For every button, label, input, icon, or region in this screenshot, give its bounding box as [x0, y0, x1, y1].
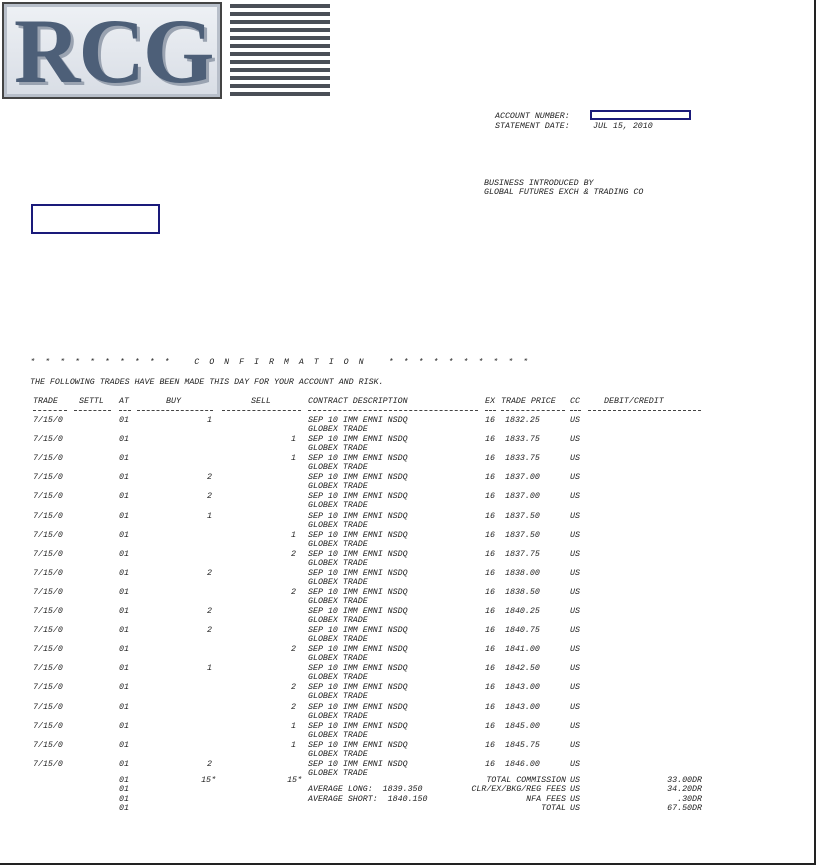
trade-subdescription: GLOBEX TRADE	[308, 521, 368, 530]
statement-date: JUL 15, 2010	[593, 122, 653, 131]
trade-subdescription: GLOBEX TRADE	[308, 578, 368, 587]
trade-at: 01	[119, 703, 129, 712]
summary-cc: US	[570, 795, 580, 804]
trade-subdescription: GLOBEX TRADE	[308, 769, 368, 778]
trade-ex: 16	[485, 588, 495, 597]
trade-subdescription: GLOBEX TRADE	[308, 444, 368, 453]
trade-buy: 1	[207, 664, 212, 673]
trade-price: 1832.25	[505, 416, 540, 425]
trade-date: 7/15/0	[33, 760, 63, 769]
trade-cc: US	[570, 645, 580, 654]
trade-cc: US	[570, 512, 580, 521]
trade-description: SEP 10 IMM EMNI NSDQ	[308, 626, 408, 635]
rule-buy	[137, 410, 213, 411]
trade-ex: 16	[485, 664, 495, 673]
trade-cc: US	[570, 588, 580, 597]
trade-price: 1843.00	[505, 683, 540, 692]
trade-at: 01	[119, 664, 129, 673]
trade-subdescription: GLOBEX TRADE	[308, 616, 368, 625]
rule-at	[119, 410, 131, 411]
trade-description: SEP 10 IMM EMNI NSDQ	[308, 531, 408, 540]
trade-sell: 2	[291, 703, 296, 712]
trade-cc: US	[570, 473, 580, 482]
logo-stripes	[230, 4, 330, 100]
trade-buy: 2	[207, 473, 212, 482]
summary-description: AVERAGE LONG: 1839.350	[308, 785, 423, 794]
summary-at: 01	[119, 785, 129, 794]
trade-date: 7/15/0	[33, 664, 63, 673]
trade-cc: US	[570, 416, 580, 425]
col-trade-price: TRADE PRICE	[501, 397, 556, 406]
summary-buy: 15*	[201, 776, 216, 785]
trade-description: SEP 10 IMM EMNI NSDQ	[308, 416, 408, 425]
trade-cc: US	[570, 531, 580, 540]
introduced-by-line1: BUSINESS INTRODUCED BY	[484, 179, 594, 188]
trade-description: SEP 10 IMM EMNI NSDQ	[308, 703, 408, 712]
trade-price: 1846.00	[505, 760, 540, 769]
col-settl: SETTL	[79, 397, 104, 406]
summary-label: TOTAL COMMISSION	[486, 776, 566, 785]
trade-cc: US	[570, 454, 580, 463]
trade-date: 7/15/0	[33, 741, 63, 750]
summary-label: TOTAL	[541, 804, 566, 813]
summary-sell: 15*	[287, 776, 302, 785]
trade-date: 7/15/0	[33, 454, 63, 463]
trade-subdescription: GLOBEX TRADE	[308, 712, 368, 721]
trade-buy: 2	[207, 626, 212, 635]
trade-sell: 1	[291, 531, 296, 540]
trade-price: 1845.75	[505, 741, 540, 750]
trade-description: SEP 10 IMM EMNI NSDQ	[308, 454, 408, 463]
trade-sell: 2	[291, 550, 296, 559]
rule-debit	[588, 410, 701, 411]
trade-date: 7/15/0	[33, 550, 63, 559]
trade-description: SEP 10 IMM EMNI NSDQ	[308, 722, 408, 731]
trade-date: 7/15/0	[33, 416, 63, 425]
trade-description: SEP 10 IMM EMNI NSDQ	[308, 760, 408, 769]
logo-text: RCG	[14, 0, 213, 102]
summary-at: 01	[119, 795, 129, 804]
trade-ex: 16	[485, 550, 495, 559]
introduced-by-line2: GLOBAL FUTURES EXCH & TRADING CO	[484, 188, 644, 197]
trade-ex: 16	[485, 607, 495, 616]
rule-ex	[485, 410, 496, 411]
trade-subdescription: GLOBEX TRADE	[308, 463, 368, 472]
trade-buy: 2	[207, 607, 212, 616]
col-ex: EX	[485, 397, 495, 406]
trade-buy: 2	[207, 760, 212, 769]
trade-price: 1833.75	[505, 454, 540, 463]
trade-at: 01	[119, 435, 129, 444]
trade-date: 7/15/0	[33, 492, 63, 501]
account-number-label: ACCOUNT NUMBER:	[495, 112, 570, 121]
trade-subdescription: GLOBEX TRADE	[308, 731, 368, 740]
summary-label: CLR/EX/BKG/REG FEES	[471, 785, 566, 794]
trade-date: 7/15/0	[33, 703, 63, 712]
trade-at: 01	[119, 741, 129, 750]
summary-cc: US	[570, 776, 580, 785]
col-debit-credit: DEBIT/CREDIT	[604, 397, 664, 406]
trade-description: SEP 10 IMM EMNI NSDQ	[308, 473, 408, 482]
trade-subdescription: GLOBEX TRADE	[308, 654, 368, 663]
trade-at: 01	[119, 416, 129, 425]
confirmation-banner: * * * * * * * * * * C O N F I R M A T I O N * * * * * * * * * *	[30, 358, 528, 367]
trade-date: 7/15/0	[33, 722, 63, 731]
col-buy: BUY	[166, 397, 181, 406]
trade-sell: 2	[291, 683, 296, 692]
trade-at: 01	[119, 531, 129, 540]
trade-sell: 2	[291, 588, 296, 597]
trade-date: 7/15/0	[33, 569, 63, 578]
trade-description: SEP 10 IMM EMNI NSDQ	[308, 683, 408, 692]
summary-at: 01	[119, 776, 129, 785]
rule-trade	[33, 410, 67, 411]
col-at: AT	[119, 397, 129, 406]
trade-cc: US	[570, 435, 580, 444]
trade-at: 01	[119, 588, 129, 597]
trade-description: SEP 10 IMM EMNI NSDQ	[308, 435, 408, 444]
trade-cc: US	[570, 722, 580, 731]
trade-price: 1837.00	[505, 492, 540, 501]
trade-ex: 16	[485, 760, 495, 769]
trade-ex: 16	[485, 703, 495, 712]
trade-cc: US	[570, 492, 580, 501]
summary-amount: 34.20DR	[667, 785, 702, 794]
trade-cc: US	[570, 569, 580, 578]
trade-date: 7/15/0	[33, 683, 63, 692]
summary-amount: .30DR	[677, 795, 702, 804]
summary-at: 01	[119, 804, 129, 813]
trade-subdescription: GLOBEX TRADE	[308, 635, 368, 644]
trade-subdescription: GLOBEX TRADE	[308, 501, 368, 510]
trade-description: SEP 10 IMM EMNI NSDQ	[308, 550, 408, 559]
redacted-account-number	[590, 110, 691, 120]
trade-description: SEP 10 IMM EMNI NSDQ	[308, 588, 408, 597]
trade-subdescription: GLOBEX TRADE	[308, 673, 368, 682]
trade-ex: 16	[485, 645, 495, 654]
col-sell: SELL	[251, 397, 271, 406]
col-cc: CC	[570, 397, 580, 406]
summary-amount: 67.50DR	[667, 804, 702, 813]
trade-description: SEP 10 IMM EMNI NSDQ	[308, 492, 408, 501]
trade-price: 1845.00	[505, 722, 540, 731]
trade-at: 01	[119, 645, 129, 654]
trade-date: 7/15/0	[33, 626, 63, 635]
trade-ex: 16	[485, 626, 495, 635]
rule-cc	[570, 410, 581, 411]
trade-ex: 16	[485, 512, 495, 521]
trade-ex: 16	[485, 435, 495, 444]
trade-date: 7/15/0	[33, 512, 63, 521]
trade-ex: 16	[485, 473, 495, 482]
summary-label: NFA FEES	[526, 795, 566, 804]
trade-subdescription: GLOBEX TRADE	[308, 750, 368, 759]
trade-price: 1837.00	[505, 473, 540, 482]
trade-price: 1840.75	[505, 626, 540, 635]
trade-date: 7/15/0	[33, 473, 63, 482]
redacted-address	[31, 204, 160, 234]
trade-ex: 16	[485, 741, 495, 750]
trade-subdescription: GLOBEX TRADE	[308, 559, 368, 568]
trade-sell: 2	[291, 645, 296, 654]
trade-description: SEP 10 IMM EMNI NSDQ	[308, 664, 408, 673]
trade-price: 1837.75	[505, 550, 540, 559]
trade-cc: US	[570, 683, 580, 692]
rule-description	[308, 410, 478, 411]
trade-buy: 1	[207, 416, 212, 425]
trade-buy: 2	[207, 492, 212, 501]
trade-price: 1842.50	[505, 664, 540, 673]
trade-price: 1837.50	[505, 512, 540, 521]
trade-price: 1840.25	[505, 607, 540, 616]
trade-at: 01	[119, 473, 129, 482]
rule-price	[501, 410, 565, 411]
trade-subdescription: GLOBEX TRADE	[308, 597, 368, 606]
trade-description: SEP 10 IMM EMNI NSDQ	[308, 645, 408, 654]
trade-cc: US	[570, 703, 580, 712]
trade-subdescription: GLOBEX TRADE	[308, 692, 368, 701]
trade-sell: 1	[291, 435, 296, 444]
trade-at: 01	[119, 454, 129, 463]
trade-subdescription: GLOBEX TRADE	[308, 425, 368, 434]
summary-cc: US	[570, 785, 580, 794]
rule-settl	[74, 410, 111, 411]
trade-buy: 2	[207, 569, 212, 578]
trade-ex: 16	[485, 722, 495, 731]
statement-date-label: STATEMENT DATE:	[495, 122, 570, 131]
trade-ex: 16	[485, 454, 495, 463]
trade-cc: US	[570, 760, 580, 769]
trade-at: 01	[119, 512, 129, 521]
trade-cc: US	[570, 550, 580, 559]
trade-price: 1841.00	[505, 645, 540, 654]
trade-at: 01	[119, 550, 129, 559]
trade-subdescription: GLOBEX TRADE	[308, 540, 368, 549]
trade-at: 01	[119, 569, 129, 578]
trade-description: SEP 10 IMM EMNI NSDQ	[308, 607, 408, 616]
summary-description: AVERAGE SHORT: 1840.150	[308, 795, 428, 804]
summary-cc: US	[570, 804, 580, 813]
trade-ex: 16	[485, 416, 495, 425]
trade-price: 1843.00	[505, 703, 540, 712]
trade-price: 1837.50	[505, 531, 540, 540]
trade-cc: US	[570, 664, 580, 673]
trade-ex: 16	[485, 531, 495, 540]
trade-cc: US	[570, 741, 580, 750]
trade-subdescription: GLOBEX TRADE	[308, 482, 368, 491]
trade-at: 01	[119, 492, 129, 501]
trade-cc: US	[570, 607, 580, 616]
trade-at: 01	[119, 607, 129, 616]
trade-sell: 1	[291, 741, 296, 750]
trade-at: 01	[119, 683, 129, 692]
trade-sell: 1	[291, 722, 296, 731]
trade-date: 7/15/0	[33, 607, 63, 616]
rule-sell	[222, 410, 301, 411]
trade-cc: US	[570, 626, 580, 635]
trade-price: 1833.75	[505, 435, 540, 444]
trade-sell: 1	[291, 454, 296, 463]
trade-ex: 16	[485, 569, 495, 578]
trade-price: 1838.00	[505, 569, 540, 578]
trade-ex: 16	[485, 683, 495, 692]
trade-at: 01	[119, 760, 129, 769]
trade-date: 7/15/0	[33, 531, 63, 540]
confirmation-intro: THE FOLLOWING TRADES HAVE BEEN MADE THIS DAY FOR YOUR ACCOUNT AND RISK.	[30, 378, 384, 387]
trade-description: SEP 10 IMM EMNI NSDQ	[308, 512, 408, 521]
trade-description: SEP 10 IMM EMNI NSDQ	[308, 741, 408, 750]
col-description: CONTRACT DESCRIPTION	[308, 397, 408, 406]
trade-description: SEP 10 IMM EMNI NSDQ	[308, 569, 408, 578]
trade-price: 1838.50	[505, 588, 540, 597]
trade-date: 7/15/0	[33, 435, 63, 444]
col-trade: TRADE	[33, 397, 58, 406]
trade-at: 01	[119, 626, 129, 635]
trade-date: 7/15/0	[33, 588, 63, 597]
trade-buy: 1	[207, 512, 212, 521]
trade-date: 7/15/0	[33, 645, 63, 654]
trade-ex: 16	[485, 492, 495, 501]
summary-amount: 33.00DR	[667, 776, 702, 785]
trade-at: 01	[119, 722, 129, 731]
rcg-logo	[2, 0, 222, 102]
